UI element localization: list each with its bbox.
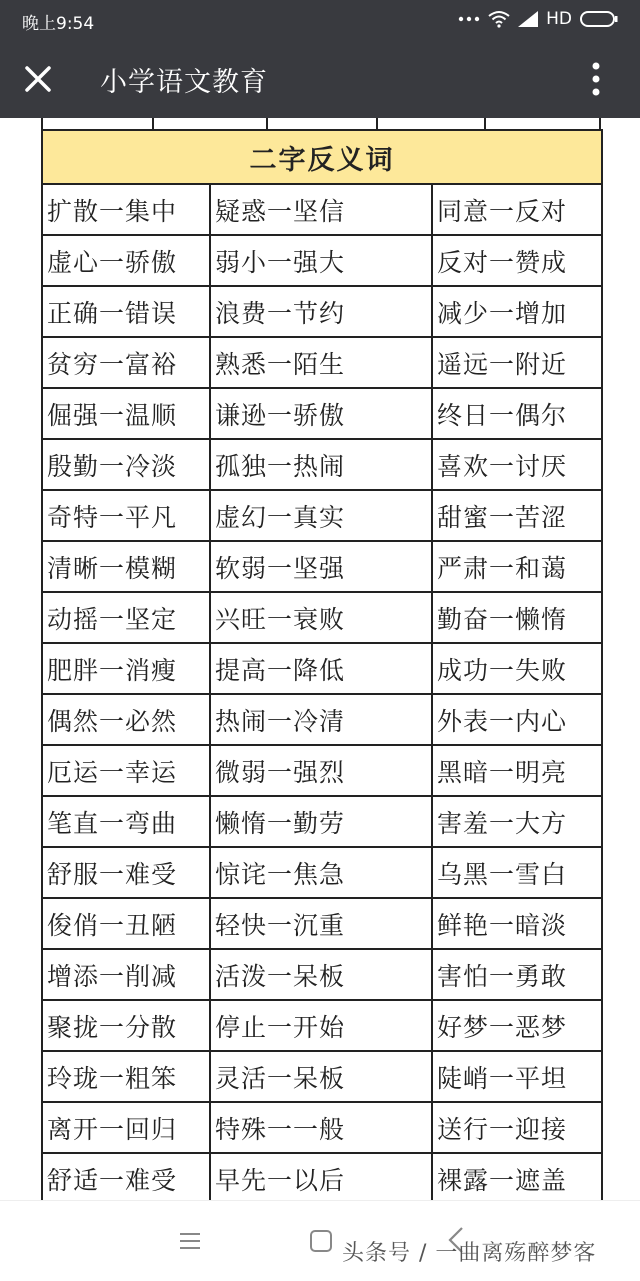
table-cell: 倔强一温顺 (42, 388, 210, 439)
table-row (42, 592, 602, 643)
table-cell: 扩散一集中 (42, 184, 210, 235)
table-cell: 俊俏一丑陋 (42, 898, 210, 949)
table-cell: 特殊一一般 (210, 1102, 432, 1153)
table-cell: 虚心一骄傲 (42, 235, 210, 286)
signal-icon (518, 11, 538, 27)
table-cell: 偶然一必然 (42, 694, 210, 745)
table-cell: 厄运一幸运 (42, 745, 210, 796)
table-row (42, 286, 602, 337)
table-cell: 微弱一强烈 (210, 745, 432, 796)
table-cell: 浪费一节约 (210, 286, 432, 337)
table-cell: 贫穷一富裕 (42, 337, 210, 388)
table-cell: 减少一增加 (432, 286, 602, 337)
table-row (42, 439, 602, 490)
table-cell: 动摇一坚定 (42, 592, 210, 643)
close-icon (24, 65, 52, 93)
table-cell: 成功一失败 (432, 643, 602, 694)
table-row (42, 1000, 602, 1051)
table-cell: 喜欢一讨厌 (432, 439, 602, 490)
table-cell: 虚幻一真实 (210, 490, 432, 541)
table-cell: 舒服一难受 (42, 847, 210, 898)
table-cell: 遥远一附近 (432, 337, 602, 388)
table-cell: 裸露一遮盖 (432, 1153, 602, 1200)
table-cell: 勤奋一懒惰 (432, 592, 602, 643)
table-cell: 肥胖一消瘦 (42, 643, 210, 694)
table-row (42, 1153, 602, 1200)
page-title: 小学语文教育 (100, 67, 268, 98)
table-row (42, 949, 602, 1000)
table-cell: 反对一赞成 (432, 235, 602, 286)
table-row (42, 490, 602, 541)
home-icon[interactable] (308, 1227, 334, 1255)
table-body (42, 184, 602, 1200)
table-cell: 舒适一难受 (42, 1153, 210, 1200)
table-cell: 惊诧一焦急 (210, 847, 432, 898)
watermark: 头条号 / 一曲离殇醉梦客 (342, 1241, 597, 1266)
table-row (42, 847, 602, 898)
network-type: HD (546, 9, 572, 29)
table-row (42, 694, 602, 745)
table-row (42, 1102, 602, 1153)
status-icons (458, 9, 618, 29)
table-cell: 同意一反对 (432, 184, 602, 235)
table-cell: 早先一以后 (210, 1153, 432, 1200)
table-heading: 二字反义词 (42, 130, 602, 184)
table-cell: 陡峭一平坦 (432, 1051, 602, 1102)
menu-icon[interactable] (176, 1227, 204, 1255)
table-cell: 软弱一坚强 (210, 541, 432, 592)
table-cell: 乌黑一雪白 (432, 847, 602, 898)
table-cell: 害羞一大方 (432, 796, 602, 847)
table-row (42, 541, 602, 592)
antonym-table (41, 129, 603, 1200)
table-cell: 轻快一沉重 (210, 898, 432, 949)
table-cell: 孤独一热闹 (210, 439, 432, 490)
table-cell: 热闹一冷清 (210, 694, 432, 745)
table-cell: 送行一迎接 (432, 1102, 602, 1153)
table-cell: 提高一降低 (210, 643, 432, 694)
more-button[interactable] (578, 57, 614, 101)
table-row (42, 184, 602, 235)
table-cell: 增添一削减 (42, 949, 210, 1000)
table-cell: 谦逊一骄傲 (210, 388, 432, 439)
table-cell: 严肃一和蔼 (432, 541, 602, 592)
table-cell: 好梦一恶梦 (432, 1000, 602, 1051)
wifi-icon (488, 10, 510, 28)
table-cell: 鲜艳一暗淡 (432, 898, 602, 949)
table-cell: 正确一错误 (42, 286, 210, 337)
table-cell: 外表一内心 (432, 694, 602, 745)
status-bar (0, 0, 640, 40)
title-bar (0, 40, 640, 118)
table-cell: 殷勤一冷淡 (42, 439, 210, 490)
table-cell: 甜蜜一苦涩 (432, 490, 602, 541)
table-row (42, 337, 602, 388)
article-content[interactable] (0, 118, 640, 1200)
status-time: 晚上9:54 (22, 14, 95, 34)
table-cell: 害怕一勇敢 (432, 949, 602, 1000)
table-cell: 玲珑一粗笨 (42, 1051, 210, 1102)
table-cell: 兴旺一衰败 (210, 592, 432, 643)
table-cell: 笔直一弯曲 (42, 796, 210, 847)
table-cell: 停止一开始 (210, 1000, 432, 1051)
table-row (42, 1051, 602, 1102)
table-cell: 终日一偶尔 (432, 388, 602, 439)
table-cell: 灵活一呆板 (210, 1051, 432, 1102)
table-row (42, 388, 602, 439)
table-row (42, 643, 602, 694)
table-cell: 熟悉一陌生 (210, 337, 432, 388)
table-row (42, 745, 602, 796)
table-row (42, 796, 602, 847)
table-cell: 活泼一呆板 (210, 949, 432, 1000)
table-cell: 疑惑一坚信 (210, 184, 432, 235)
table-cell: 离开一回归 (42, 1102, 210, 1153)
table-row (42, 235, 602, 286)
battery-icon (580, 11, 618, 27)
table-cell: 黑暗一明亮 (432, 745, 602, 796)
table-cell: 奇特一平凡 (42, 490, 210, 541)
table-cell: 清晰一模糊 (42, 541, 210, 592)
dots-icon (458, 16, 480, 22)
more-vertical-icon (592, 62, 600, 96)
table-header-row (42, 130, 602, 184)
table-row (42, 898, 602, 949)
table-cell: 聚拢一分散 (42, 1000, 210, 1051)
close-button[interactable] (14, 57, 62, 101)
table-cell: 懒惰一勤劳 (210, 796, 432, 847)
table-cell: 弱小一强大 (210, 235, 432, 286)
